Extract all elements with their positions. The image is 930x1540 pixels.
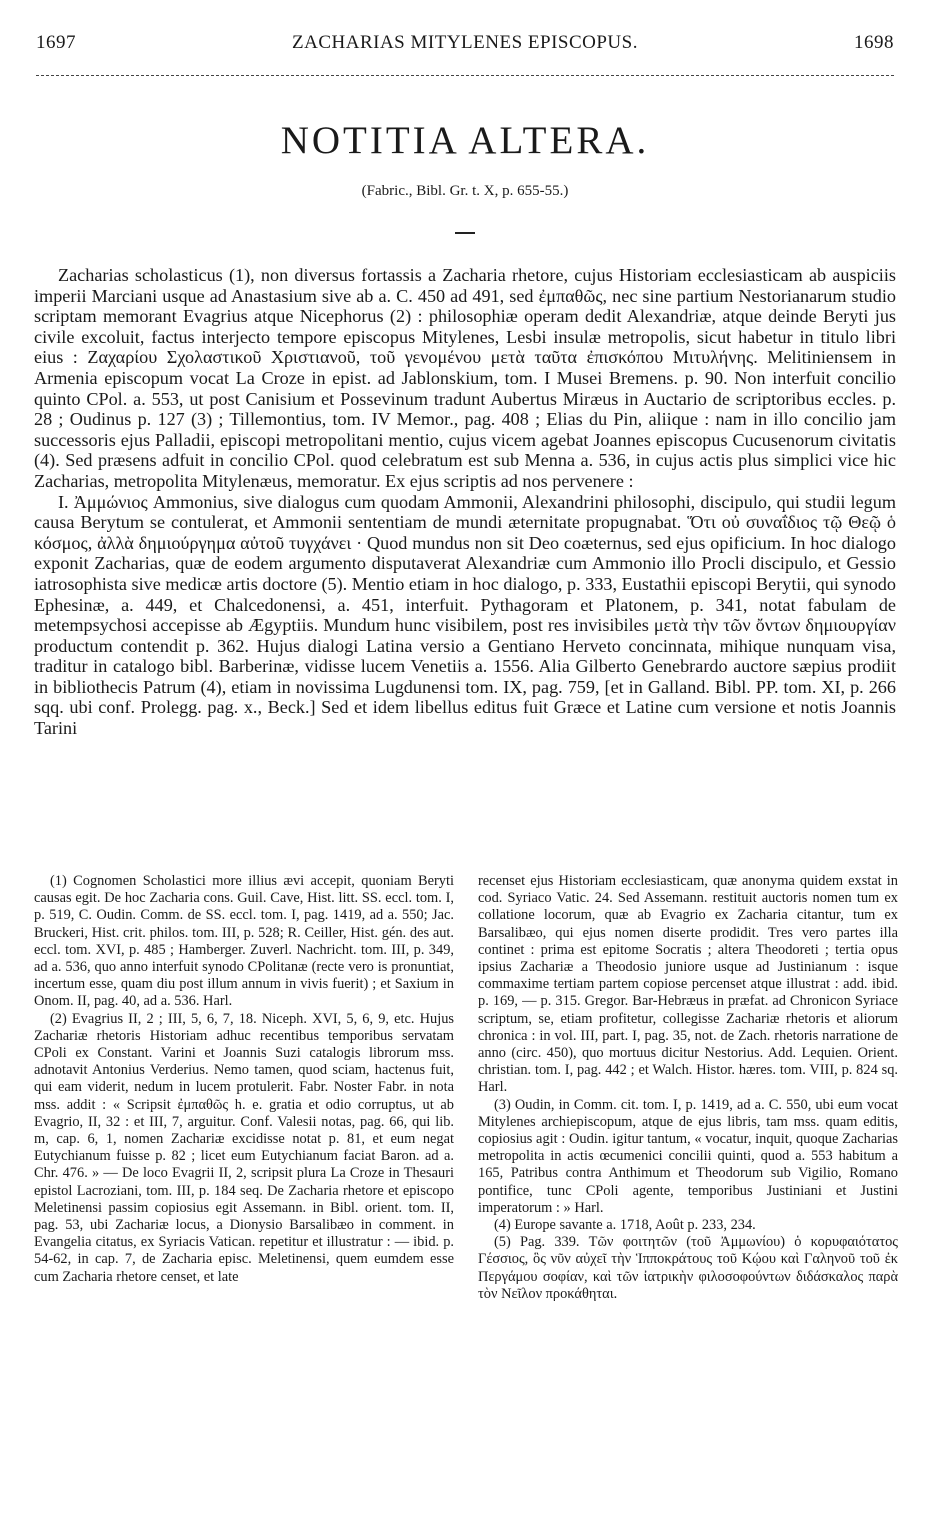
footnote-1: (1) Cognomen Scholastici more illius ævi accepit, quoniam Beryti causas egit. De hoc Zacharia cons. Guil. Cave, Hist. litt. SS. eccl. tom. I, p. 519, C. Oudin. Comm. de SS. eccl. tom. I, pag. 1419, ad a. 550; Jac. Bruckeri, Hist. crit. philos. tom. III, p. 528; R. Ceiller, Hist. gén. des aut. eccl. tom. XVI, p. 485 ; Hamberger. Zuverl. Nachricht. tom. III, p. 349, ad a. 536, quo anno interfuit synodo CPolitanæ (recte vero is pronuntiat, incertum esse, quam diu post illum annum in vivis fuerit) ; et Saxium in Onom. II, pag. 40, ad a. 536. Harl.: [34, 873, 454, 1010]
footnote-2: (2) Evagrius II, 2 ; III, 5, 6, 7, 18. Niceph. XVI, 5, 6, 9, etc. Hujus Zachariæ rhetoris Historiam adhuc recentibus temporibus servatam CPoli ex Constant. Varini et Joannis Suzi catalogis librorum mss. adnotavit Antonius Verderius. Nemo tamen, quod sciam, hactenus fuit, qui eam viderit, nedum in lucem protulerit. Fabr. Noster Fabr. in nota mss. addit : « Scripsit ἐμπαθῶς h. e. gratia et odio corruptus, ut ab Evagrio, II, 32 : et III, 7, arguitur. Conf. Valesii notas, pag. 66, qui lib. m, cap. 6, 1, nomen Zachariæ excidisse notat p. 81, et eum negat Eutychianum fuisse p. 82 ; licet eum Eutychianum faciat Baron. ad a. Chr. 476. » — De loco Evagrii II, 2, scripsit plura La Croze in Thesauri epistol Lacroziani, tom. III, p. 184 seq. De Zacharia rhetore et episcopo Meletinensi passim copiosius egit Assemann. in Bibl. orient. tom. II, pag. 53, ubi Zachariæ locus, a Dionysio Barsalibæo in comment. in Evangelia citatus, ex Syriacis Vatican. repetitur et illustratur : — ibid. p. 54-62, in cap. 7, de Zacharia episc. Meletinensi, quem eumdem esse cum Zacharia rhetore censet, et late: [34, 1010, 454, 1285]
footnote-5: (5) Pag. 339. Τῶν φοιτητῶν (τοῦ Ἀμμωνίου) ὁ κορυφαιότατος Γέσσιος, ὃς νῦν αὐχεῖ τὴν Ἱπποκράτους τοῦ Κῴου καὶ Γαληνοῦ τοῦ ἐκ Περγάμου σοφίαν, καὶ τῶν ἰατρικὴν φιλοσοφούντων διδάσκαλος παρὰ τὸν Νεῖλον προκάθηται.: [478, 1234, 898, 1302]
footnotes-right-column: [478, 873, 898, 1303]
source-citation: (Fabric., Bibl. Gr. t. X, p. 655-55.): [361, 183, 569, 199]
title-separator: [455, 232, 475, 234]
column-number-right: 1698: [854, 32, 894, 53]
column-number-left: 1697: [36, 32, 76, 53]
running-title: ZACHARIAS MITYLENES EPISCOPUS.: [292, 32, 638, 53]
section-title: NOTITIA ALTERA.: [280, 119, 650, 162]
paragraph-item-1: I. Ἀμμώνιος Ammonius, sive dialogus cum quodam Ammonii, Alexandrini philosophi, discipulo, qui studii legum causa Berytum se contulerat, et Ammonii sententiam de mundi æternitate propugnabat. Ὅτι οὐ συναΐδιος τῷ Θεῷ ὁ κόσμος, ἀλλὰ δημιούργημα αὐτοῦ τυγχάνει · Quod mundus non sit Deo coæternus, sed ejus opificium. In hoc dialogo exponit Zacharias, quæ de eodem argumento disputaverat Alexandriæ cum Ammonio illo Procli discipulo, et Gessio iatrosophista sive medicæ artis doctore (5). Mentio etiam in hoc dialogo, p. 333, Eustathii episcopi Berytii, qui synodo Ephesinæ, a. 449, et Chalcedonensi, a. 451, interfuit. Pythagoram et Platonem, p. 341, notat fabulam de metempsychosi accepisse ab Ægyptiis. Mundum hunc visibilem, post res invisibiles μετὰ τὴν τῶν ὄντων δημιουργίαν productum contendit p. 362. Hujus dialogi Latina versio a Gentiano Herveto concinnata, mihique nunquam visa, traditur in catalogo bibl. Barberinæ, vidisse lucem Venetiis a. 1556. Alia Gilberto Genebrardo auctore sæpius prodiit in bibliothecis Patrum (4), etiam in novissima Lugdunensi tom. IX, pag. 759, [et in Galland. Bibl. PP. tom. XI, p. 266 sqq. ubi conf. Prolegg. pag. x., Beck.] Sed et idem libellus editus fuit Græce et Latine cum versione et notis Joannis Tarini: [34, 491, 896, 739]
paragraph-intro: Zacharias scholasticus (1), non diversus fortassis a Zacharia rhetore, cujus Historiam ecclesiasticam ab auspiciis imperii Marciani usque ad Anastasium sive ab a. C. 450 ad 491, sed ἐμπαθῶς, nec sine partium Nestorianarum studio scriptam memorant Evagrius atque Nicephorus (2) : philosophiæ operam dedit Alexandriæ, atque deinde Beryti jus civile excoluit, factus interjecto tempore episcopus Mitylenes, Lesbi insulæ metropolis, sicut habetur in titulo libri eius : Ζαχαρίου Σχολαστικοῦ Χριστιανοῦ, τοῦ γενομένου μετὰ ταῦτα ἐπισκόπου Μιτυλήνης. Melitiniensem in Armenia episcopum vocat La Croze in epist. ad Jablonskium, tom. I Musei Bremens. p. 90. Non interfuit concilio quinto CPol. a. 553, ut post Canisium et Possevinum tradunt Aubertus Miræus in Auctario de scriptoribus eccles. p. 28 ; Oudinus p. 127 (3) ; Tillemontius, tom. IV Memor., pag. 408 ; Elias du Pin, aliique : nam in illo concilio jam successoris ejus Palladii, episcopi metropolitani mentio, cujus vicem agebat Joannes episcopus Cucusenorum civitatis (4). Sed præsens adfuit in concilio CPol. quod celebratum est sub Menna a. 536, in cujus actis plus simplici vice hic Zacharias, metropolita Mitylenæus, memoratur. Ex ejus scriptis ad nos pervenere :: [34, 265, 896, 491]
footnote-2-continued: recenset ejus Historiam ecclesiasticam, quæ anonyma quidem exstat in cod. Syriaco Vatic. 24. Sed Assemann. restituit auctoris nomen tum ex collatione locorum, quæ ab Evagrio ex Zacharia citantur, tum ex Barsalibæo, qui ejus nomen diserte prodidit. Tres vero partes illa continet : prima est epitome Socratis ; altera Theodoreti ; tertia opus ipsius Zachariæ a Theodosio juniore usque ad Justinianum : isque commaxime tertiam partem copiose percenset atque illustrat : add. ibid. p. 169, — p. 315. Gregor. Bar-Hebræus in præfat. ad Chronicon Syriace scriptum, se, etiam profitetur, collegisse Zachariæ rhetoris et aliorum chronica : in vol. III, part. I, pag. 35, not. de Zach. rhetoris narratione de anno (circ. 450), quo mortuus dicitur Nestorius. Add. Lequien. Orient. christian. tom. I, pag. 442 ; et Walch. Histor. hæres. tom. VIII, p. 824 sq. Harl.: [478, 873, 898, 1096]
running-head: [36, 32, 894, 62]
footnotes-left-column: [34, 873, 454, 1286]
header-rule: [36, 75, 894, 76]
footnote-4: (4) Europe savante a. 1718, Août p. 233, 234.: [494, 1217, 756, 1234]
main-text: [34, 265, 896, 739]
footnote-3: (3) Oudin, in Comm. cit. tom. I, p. 1419, ad a. C. 550, ubi eum vocat Mitylenes archiepiscopum, atque de ejus libris, tam mss. quam editis, copiosius agit : Oudin. igitur tantum, « vocatur, inquit, quoque Zacharias metropolita in actis œcumenici concilii quinti, quod a. 553 habitum a 165, Patribus contra Anthimum et Theodorum sub Vigilio, Romano pontifice, tunc CPoli agente, temporibus Justiniani et Justini imperatorum : » Harl.: [478, 1096, 898, 1216]
